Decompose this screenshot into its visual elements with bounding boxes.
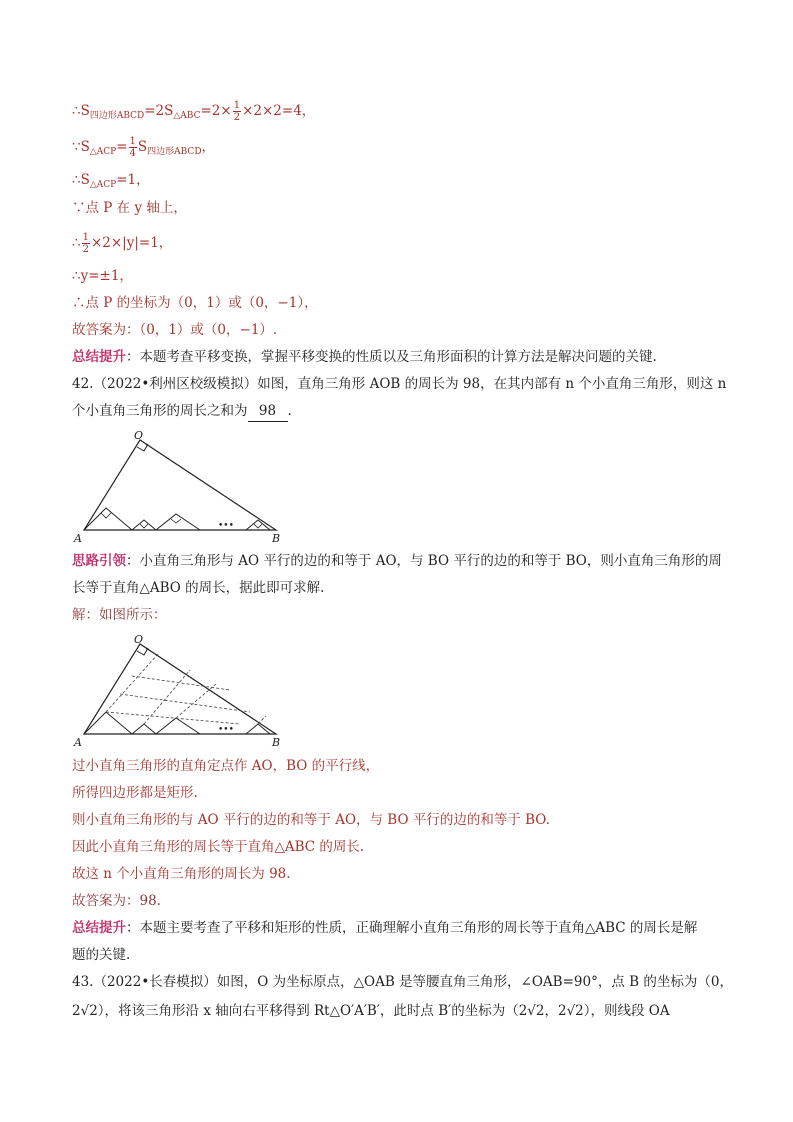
fraction: $\frac{1}{2}$ — [233, 100, 241, 123]
summary-tag: 总结提升 — [72, 349, 126, 365]
ellipsis-dots: ••• — [218, 725, 234, 735]
solution-line-5: ∴ $\frac{1}{2}$ ×2×|y|=1， — [72, 232, 173, 255]
solution-line-4: ∵点 P 在 y 轴上， — [72, 200, 187, 216]
solution-step-4: 因此小直角三角形的周长等于直角△ABC 的周长. — [72, 839, 365, 855]
solution-line-1: $\therefore S_{四边形ABCD}=2S_{\triangle ABC}=2\times$ $\frac{1}{2}$ ×2×2=4， — [72, 100, 316, 123]
summary-2-line-1: 总结提升：本题主要考查了平移和矩形的性质，正确理解小直角三角形的周长等于直角△ABC 的周长是解 — [72, 920, 698, 936]
solution-line-8: 故答案为：（0，1）或（0，−1）. — [72, 322, 278, 338]
label-o: O — [134, 429, 144, 442]
question-43-line-2: 2√2），将该三角形沿 x 轴向右平移得到 Rt△O′A′B′，此时点 B′的坐标为（2√2，2√2），则线段 OA — [72, 1003, 670, 1019]
label-a: A — [74, 532, 82, 545]
solution-step-5: 故这 n 个小直角三角形的周长为 98. — [72, 866, 291, 882]
solution-line-7: ∴点 P 的坐标为（0，1）或（0，−1）， — [72, 295, 318, 311]
label-a: A — [74, 736, 82, 749]
ellipsis-dots: ••• — [218, 521, 234, 531]
solution-step-3: 则小直角三角形的与 AO 平行的边的和等于 AO，与 BO 平行的边的和等于 BO. — [72, 812, 550, 828]
figure-1-triangle — [70, 428, 300, 546]
summary-2-line-2: 题的关键. — [72, 947, 131, 963]
hint-line-1: 思路引领：小直角三角形与 AO 平行的边的和等于 AO，与 BO 平行的边的和等于 BO，则小直角三角形的周 — [72, 553, 722, 569]
fraction: $\frac{1}{4}$ — [129, 136, 136, 159]
summary-tag: 总结提升 — [72, 920, 126, 936]
solution-intro: 解：如图所示： — [72, 607, 167, 623]
label-o: O — [134, 633, 144, 646]
figure-2-triangle — [70, 632, 300, 750]
solution-step-6: 故答案为：98. — [72, 893, 161, 909]
answer-blank: 98 — [248, 401, 288, 422]
summary-1: 总结提升：本题考查平移变换，掌握平移变换的性质以及三角形面积的计算方法是解决问题的关键. — [72, 349, 657, 365]
hint-line-2: 长等于直角△ABO 的周长，据此即可求解. — [72, 580, 325, 596]
hint-tag: 思路引领 — [72, 553, 126, 569]
question-42-line-2: 个小直角三角形的周长之和为 98 . — [72, 401, 292, 422]
solution-line-6: ∴y=±1， — [72, 268, 133, 284]
question-43-line-1: 43.（2022•长春模拟）如图，O 为坐标原点，△OAB 是等腰直角三角形，∠OAB=90°，点 B 的坐标为（0， — [72, 974, 733, 990]
question-42-line-1: 42.（2022•利州区校级模拟）如图，直角三角形 AOB 的周长为 98，在其内部有 n 个小直角三角形，则这 n — [72, 376, 727, 392]
label-b: B — [272, 532, 281, 545]
solution-step-1: 过小直角三角形的直角定点作 AO，BO 的平行线， — [72, 758, 380, 774]
fraction: $\frac{1}{2}$ — [82, 232, 89, 255]
label-b: B — [272, 736, 281, 749]
solution-line-3: $\therefore S_{\triangle ACP}=1$， — [72, 172, 150, 190]
solution-step-2: 所得四边形都是矩形. — [72, 785, 198, 801]
solution-line-2: $\because S_{\triangle ACP}=$ $\frac{1}{4}$ $S_{四边形ABCD}$， — [72, 136, 216, 159]
